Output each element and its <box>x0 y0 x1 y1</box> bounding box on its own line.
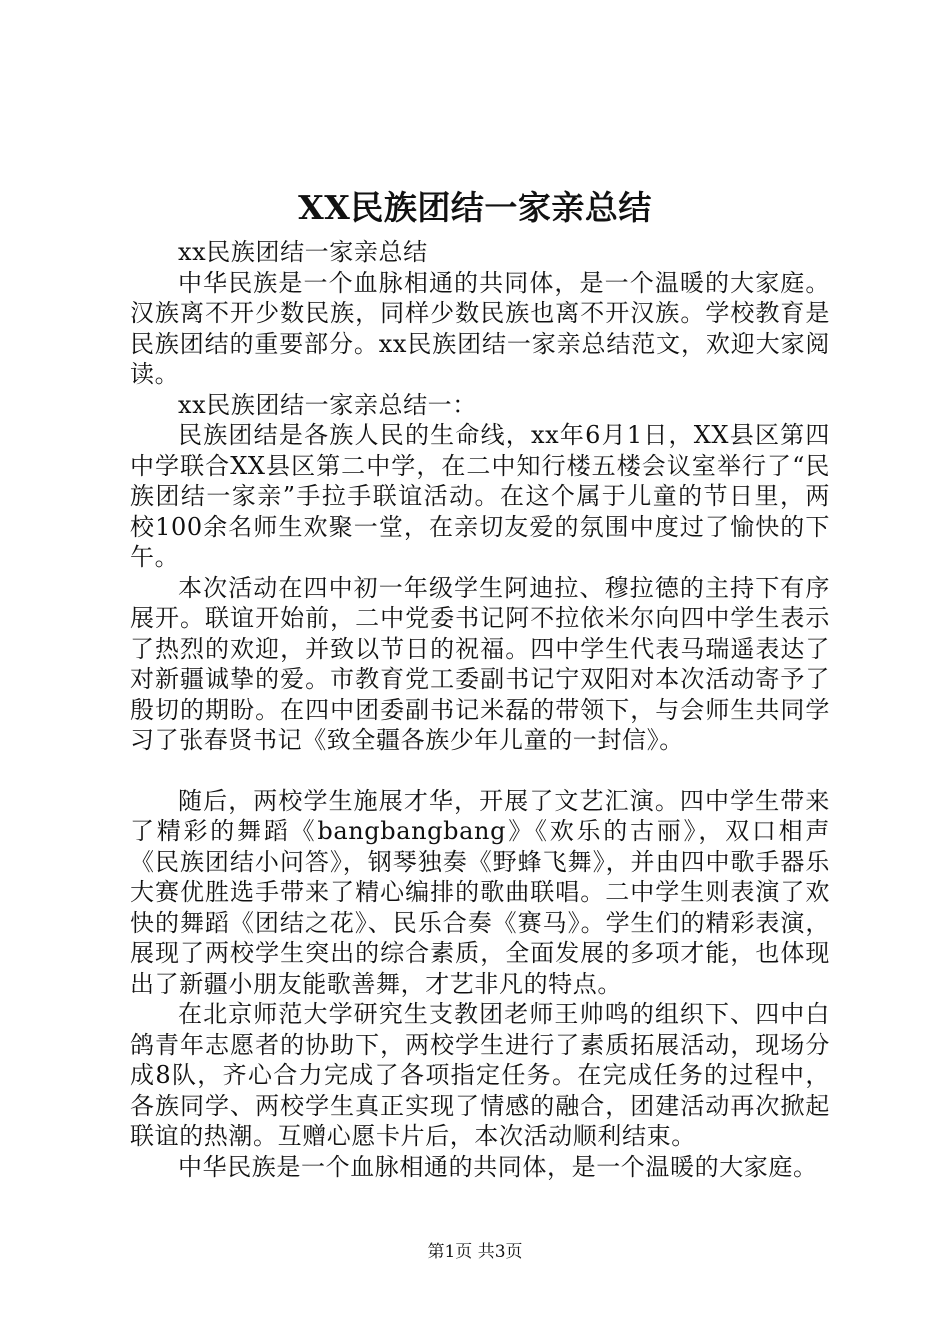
paragraph-event-opening: 本次活动在四中初一年级学生阿迪拉、穆拉德的主持下有序展开。联谊开始前，二中党委书记阿不拉依米尔向四中学生表示了热烈的欢迎，并致以节日的祝福。四中学生代表马瑞遥表达了对新疆诚挚的爱。市教育党工委副书记宁双阳对本次活动寄予了殷切的期盼。在四中团委副书记米磊的带领下，与会师生共同学习了张春贤书记《致全疆各族少年儿童的一封信》。 <box>130 573 830 754</box>
document-body <box>130 237 830 1182</box>
paragraph-section-heading: xx民族团结一家亲总结一： <box>178 390 477 419</box>
paragraph-closing: 中华民族是一个血脉相通的共同体，是一个温暖的大家庭。 <box>178 1152 818 1181</box>
page-indicator: 第1页 共3页 <box>427 1242 523 1262</box>
document-title: XX民族团结一家亲总结 <box>298 188 652 227</box>
paragraph-performances: 随后，两校学生施展才华，开展了文艺汇演。四中学生带来了精彩的舞蹈《bangbangbang》《欢乐的古丽》，双口相声《民族团结小问答》，钢琴独奏《野蜂飞舞》，并由四中歌手器乐大赛优胜选手带来了精心编排的歌曲联唱。二中学生则表演了欢快的舞蹈《团结之花》、民乐合奏《赛马》。学生们的精彩表演，展现了两校学生突出的综合素质，全面发展的多项才能，也体现出了新疆小朋友能歌善舞，才艺非凡的特点。 <box>130 786 830 998</box>
paragraph-subtitle: xx民族团结一家亲总结 <box>178 238 428 266</box>
page-footer <box>0 1240 950 1264</box>
paragraph-activities: 在北京师范大学研究生支教团老师王帅鸣的组织下、四中白鸽青年志愿者的协助下，两校学生进行了素质拓展活动，现场分成8队，齐心合力完成了各项指定任务。在完成任务的过程中，各族同学、两校学生真正实现了情感的融合，团建活动再次掀起联谊的热潮。互赠心愿卡片后，本次活动顺利结束。 <box>130 1000 830 1150</box>
paragraph-intro: 中华民族是一个血脉相通的共同体，是一个温暖的大家庭。汉族离不开少数民族，同样少数民族也离不开汉族。学校教育是民族团结的重要部分。xx民族团结一家亲总结范文，欢迎大家阅读。 <box>130 268 830 388</box>
paragraph-event-overview: 民族团结是各族人民的生命线，xx年6月1日，XX县区第四中学联合XX县区第二中学，在二中知行楼五楼会议室举行了“民族团结一家亲”手拉手联谊活动。在这个属于儿童的节日里，两校100余名师生欢聚一堂，在亲切友爱的氛围中度过了愉快的下午。 <box>130 421 830 571</box>
